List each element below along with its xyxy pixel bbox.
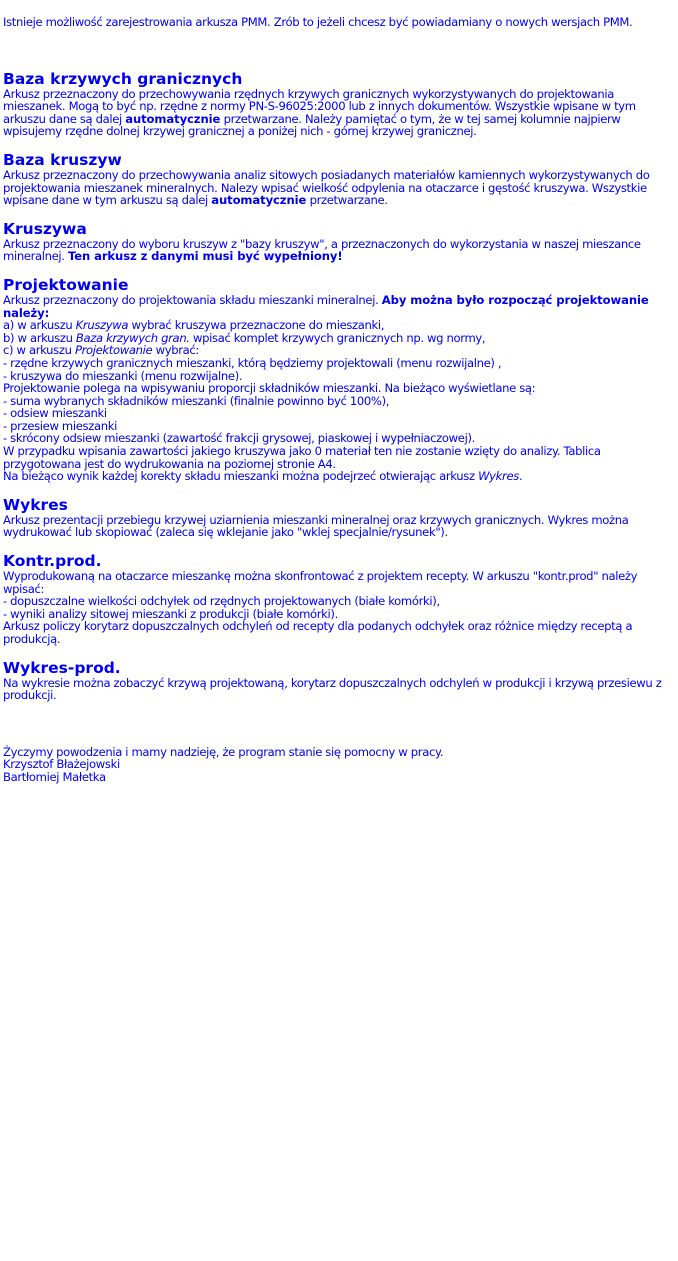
text: Arkusz przeznaczony do przechowywania analiz sitowych posiadanych materiałów kamiennych wykorzystywanych do projektowania mieszanek mineralnych. Nalezy wpisać wielkość odpylenia na otaczarce i gęstość kruszywa. Wszystkie wpisane dane w tym arkuszu są dalej bbox=[3, 167, 650, 208]
text: c) w arkuszu bbox=[3, 343, 75, 358]
text: przetwarzane. Należy pamiętać o tym, że w tej samej kolumnie najpierw wpisujemy rzędne dolnej krzywej granicznej a poniżej nich - górnej krzywej granicznej. bbox=[3, 111, 621, 139]
section-wykres-prod bbox=[3, 660, 675, 702]
text: przetwarzane. bbox=[306, 193, 388, 208]
section-description: Arkusz prezentacji przebiegu krzywej uziarnienia mieszanki mineralnej oraz krzywych granicznych. Wykres można wydrukować lub skopiować (zaleca się wklejanie jako "wklej specjalnie/rysunek"). bbox=[3, 512, 629, 540]
sheet-ref: Projektowanie bbox=[74, 343, 153, 358]
sheet-ref: Kruszywa bbox=[75, 318, 129, 333]
text: Arkusz przeznaczony do projektowania składu mieszanki mineralnej. bbox=[3, 292, 382, 307]
author-name: Krzysztof Błażejowski bbox=[3, 757, 120, 772]
list-item: - wyniki analizy sitowej mieszanki z produkcji (białe komórki). bbox=[3, 606, 338, 621]
author-name: Bartłomiej Małetka bbox=[3, 769, 106, 784]
section-title: Kontr.prod. bbox=[3, 552, 102, 571]
emphasis: Aby można było rozpocząć projektowanie należy: bbox=[3, 292, 649, 320]
text: Arkusz przeznaczony do wyboru kruszyw z "bazy kruszyw", a przeznaczonych do wykorzystania w naszej mieszance mineralnej. bbox=[3, 236, 641, 264]
registration-note: Istnieje możliwość zarejestrowania arkusza PMM. Zrób to jeżeli chcesz być powiadamiany o nowych wersjach PMM. bbox=[3, 15, 633, 29]
section-kruszywa bbox=[3, 221, 675, 263]
section-title: Kruszywa bbox=[3, 219, 87, 238]
closing bbox=[3, 746, 675, 784]
displayed-intro: Projektowanie polega na wpisywaniu proporcji składników mieszanki. Na bieżąco wyświetlane są: bbox=[3, 381, 536, 396]
section-wykres bbox=[3, 497, 675, 539]
section-baza-kruszyw bbox=[3, 152, 675, 207]
emphasis: automatycznie bbox=[125, 111, 221, 126]
section-title: Wykres-prod. bbox=[3, 658, 121, 677]
closing-wish: Życzymy powodzenia i mamy nadzieję, że program stanie się pomocny w pracy. bbox=[3, 744, 444, 759]
list-item: - rzędne krzywych granicznych mieszanki, którą będziemy projektowali (menu rozwijalne) , bbox=[3, 355, 502, 370]
text: Na bieżąco wynik każdej korekty składu mieszanki można podejrzeć otwierając arkusz bbox=[3, 469, 479, 484]
sheet-ref: Wykres bbox=[478, 469, 519, 484]
zero-note: W przypadku wpisania zawartości jakiego kruszywa jako 0 materiał ten nie zostanie wzięty do analizy. Tablica przygotowana jest do wydrukowania na poziomej stronie A4. bbox=[3, 444, 601, 471]
text: a) w arkuszu bbox=[3, 318, 76, 333]
list-item: - skrócony odsiew mieszanki (zawartość frakcji grysowej, piaskowej i wypełniaczowej). bbox=[3, 431, 475, 446]
section-title: Baza krzywych granicznych bbox=[3, 69, 243, 88]
section-description bbox=[3, 238, 675, 263]
warning: Ten arkusz z danymi musi być wypełniony! bbox=[67, 249, 343, 264]
section-title: Projektowanie bbox=[3, 275, 129, 294]
section-description bbox=[3, 169, 675, 207]
section-baza-krzywych bbox=[3, 71, 675, 138]
section-title: Baza kruszyw bbox=[3, 150, 122, 169]
emphasis: automatycznie bbox=[211, 193, 307, 208]
section-description: Wyprodukowaną na otaczarce mieszankę można skonfrontować z projektem recepty. W arkuszu "kontr.prod" należy wpisać: bbox=[3, 569, 638, 596]
section-projektowanie bbox=[3, 277, 675, 483]
section-summary: Arkusz policzy korytarz dopuszczalnych odchyleń od recepty dla podanych odchyłek oraz różnice między receptą a produkcją. bbox=[3, 619, 633, 646]
list-item: - kruszywa do mieszanki (menu rozwijalne). bbox=[3, 368, 243, 383]
list-item: - suma wybranych składników mieszanki (finalnie powinno być 100%), bbox=[3, 393, 390, 408]
text: b) w arkuszu bbox=[3, 330, 76, 345]
text: . bbox=[518, 469, 523, 484]
section-description: Na wykresie można zobaczyć krzywą projektowaną, korytarz dopuszczalnych odchyleń w produkcji i krzywą przesiewu z produkcji. bbox=[3, 675, 662, 703]
section-kontr-prod bbox=[3, 553, 675, 646]
text: wybrać: bbox=[152, 343, 199, 358]
preview-note bbox=[3, 470, 675, 483]
list-item: - dopuszczalne wielkości odchyłek od rzędnych projektowanych (białe komórki), bbox=[3, 594, 440, 609]
section-description bbox=[3, 88, 675, 138]
text: Arkusz przeznaczony do przechowywania rzędnych krzywych granicznych wykorzystywanych do projektowania mieszanek. Mogą to być np. rzędne z normy PN-S-96025:2000 lub z innych dokumentów. Wszystkie wpisane w tym arkuszu dane są dalej bbox=[3, 86, 636, 126]
section-description bbox=[3, 294, 675, 319]
section-title: Wykres bbox=[3, 495, 68, 514]
list-item: - przesiew mieszanki bbox=[3, 418, 117, 433]
sheet-ref: Baza krzywych gran. bbox=[75, 330, 190, 345]
text: wybrać kruszywa przeznaczone do mieszanki, bbox=[128, 318, 385, 333]
list-item: - odsiew mieszanki bbox=[3, 406, 107, 421]
text: wpisać komplet krzywych granicznych np. wg normy, bbox=[189, 330, 486, 345]
